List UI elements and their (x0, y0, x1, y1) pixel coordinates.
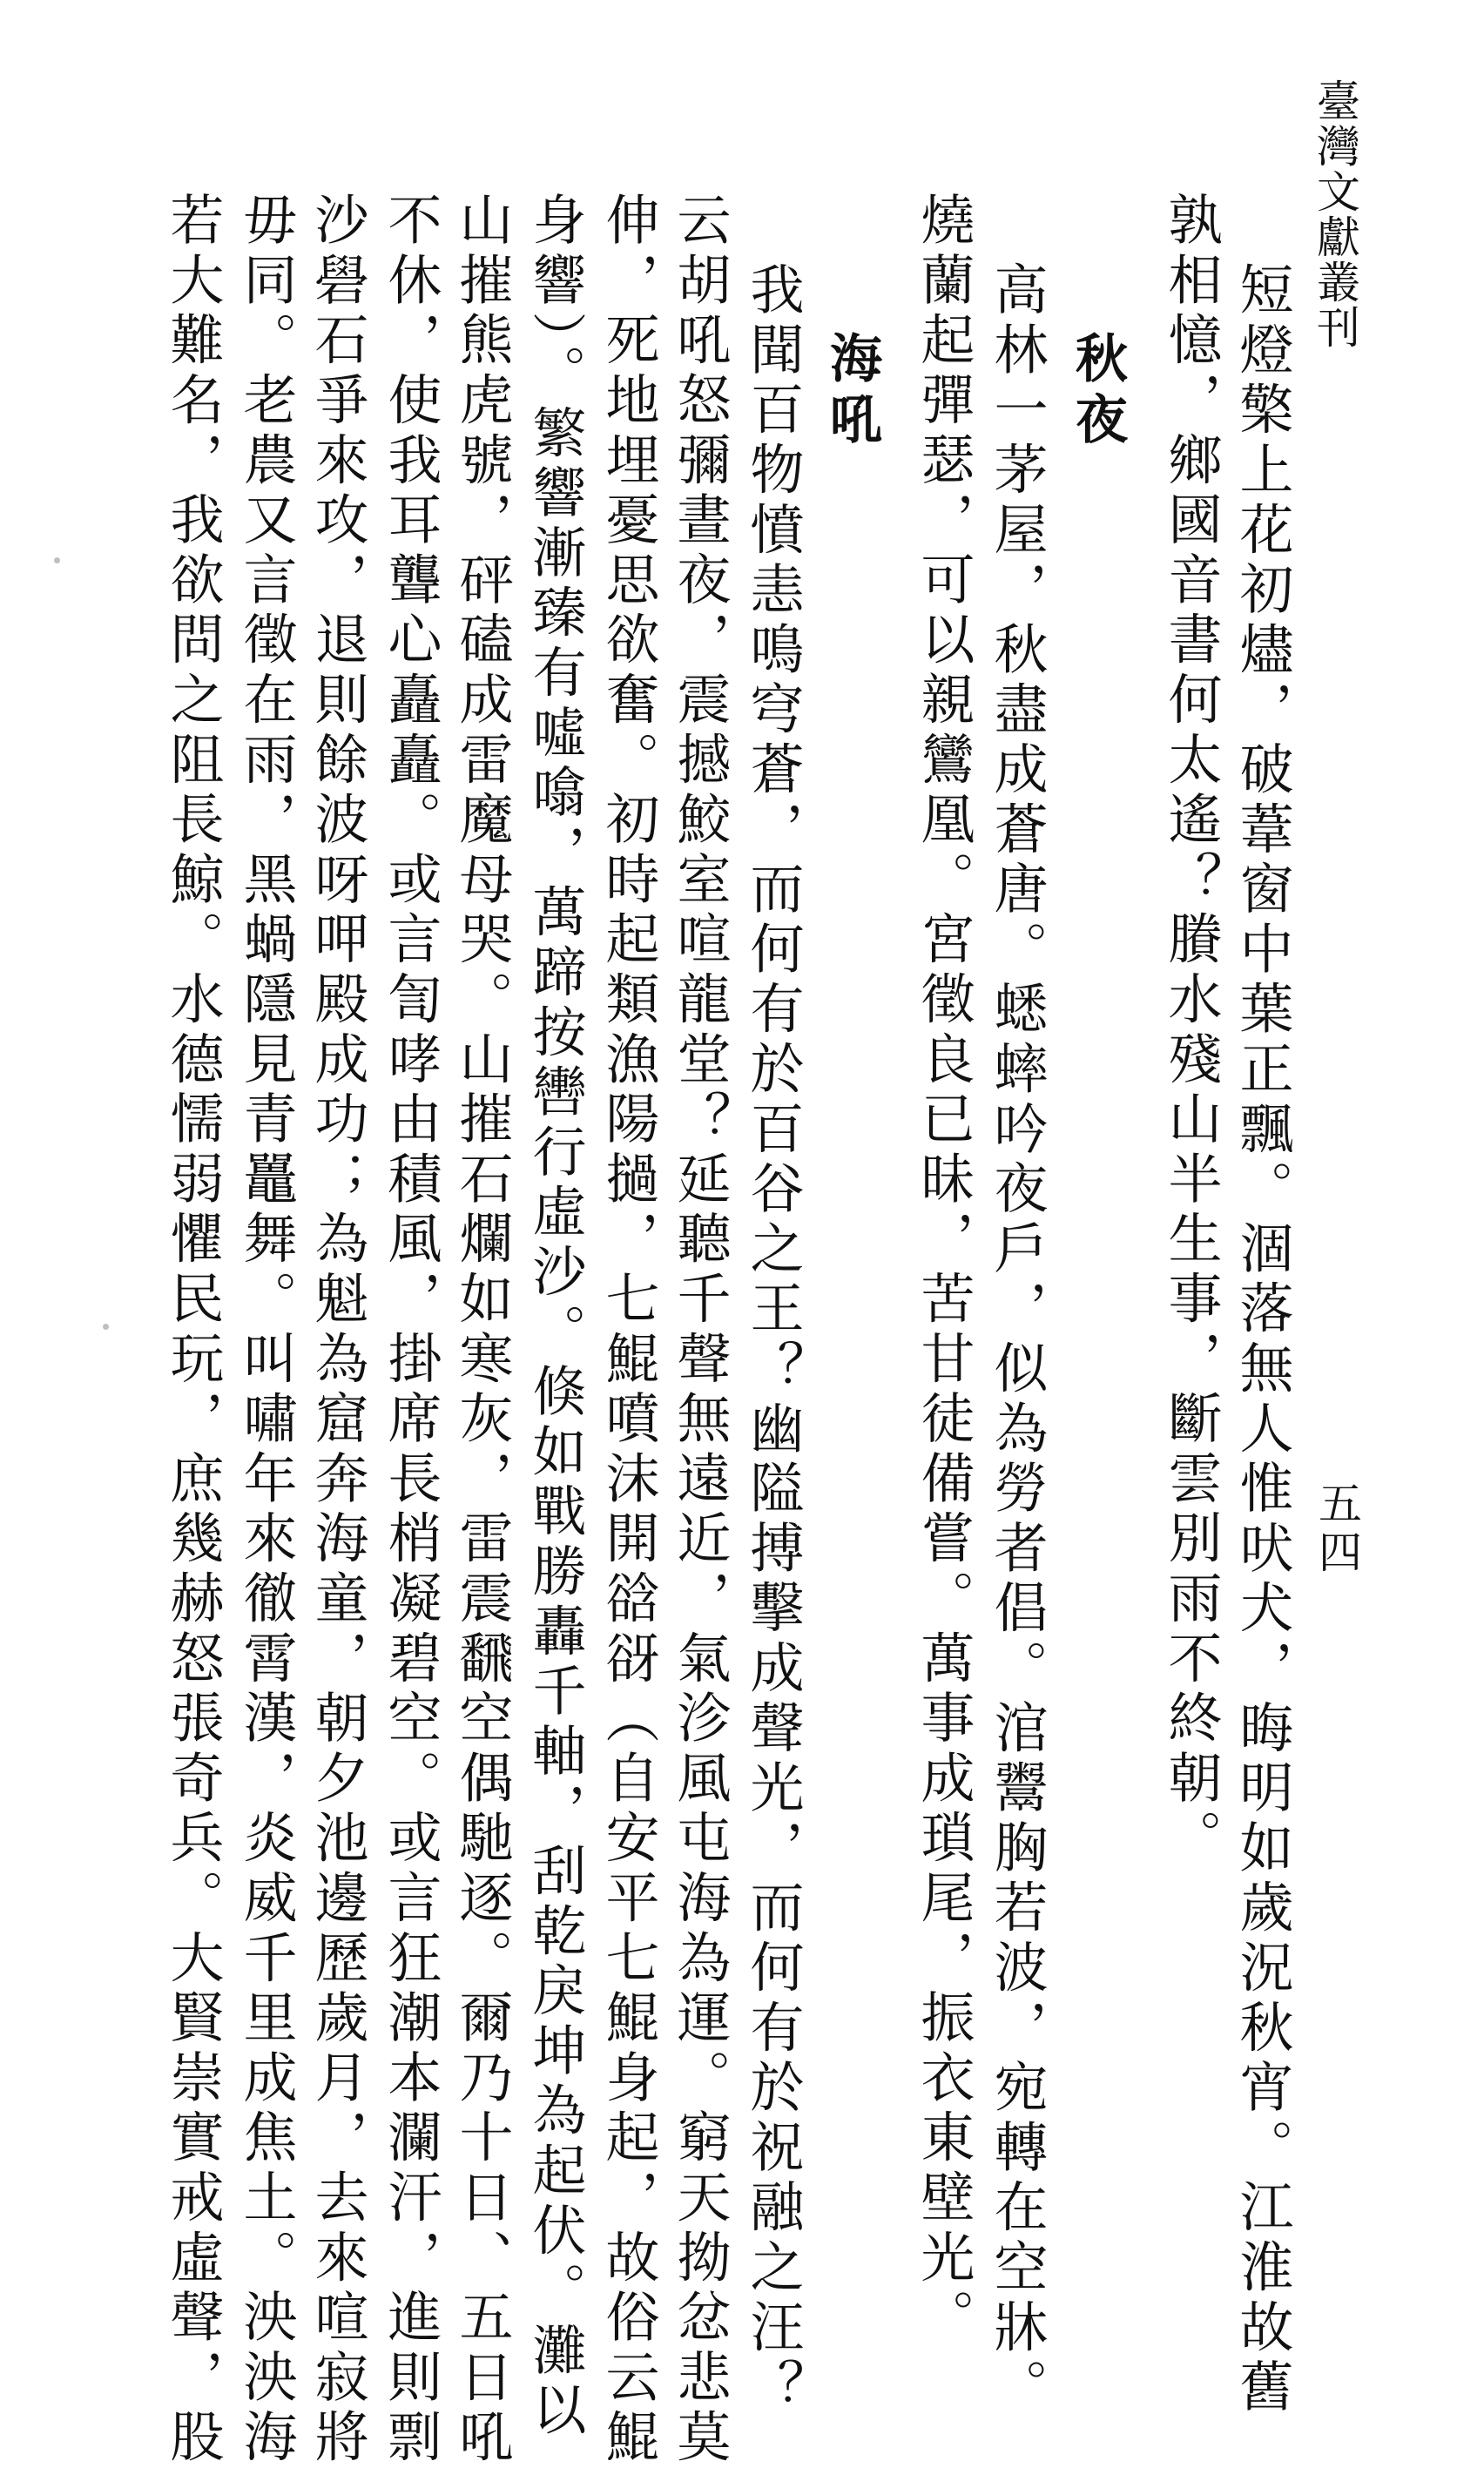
poem-line: 短燈檠上花初燼，破葦窗中葉正飄。涸落無人惟吠犬，晦明如歲況秋宵。江淮故舊 (1231, 261, 1294, 2418)
poem-line: 毋同。老農又言徵在雨，黑蝸隱見青鼉舞。叫嘯年來徹霄漢，炎威千里成焦土。泱泱海 (234, 192, 298, 2468)
poem-line: 燒蘭起彈瑟，可以親鸞凰。宮徵良已昧，苦甘徒備嘗。萬事成瑣尾，振衣東壁光。 (912, 192, 975, 2349)
poem-line: 沙礐石爭來攻，退則餘波呀呷殿成功；為魁為窟奔海童，朝夕池邊歷歲月，去來喧寂將 (306, 192, 369, 2468)
running-title: 臺灣文獻叢刊 (1310, 78, 1360, 350)
poem-line: 高林一茅屋，秋盡成蒼唐。蟋蟀吟夜戶，似為勞者倡。涫鬻胸若波，宛轉在空牀。 (985, 261, 1049, 2418)
scan-speck (103, 1324, 109, 1330)
poem-line: 身響）。繁響漸臻有噓噏，萬蹄按轡行虛沙。倏如戰勝轟千軸，刮乾戾坤為起伏。灘以 (523, 192, 587, 2442)
poem-line: 山摧熊虎號，砰磕成雷魔母哭。山摧石爛如寒灰，雷震飜空偶馳逐。爾乃十日、五日吼 (450, 192, 514, 2468)
poem-line: 伸，死地埋憂思欲奮。初時起類漁陽撾，七鯤噴沫開谽谺（自安平七鯤身起，故俗云鯤 (597, 192, 660, 2468)
poem-title: 海吼 (821, 331, 882, 453)
poem-line: 不休，使我耳聾心矗矗。或言訇哮由積風，掛席長梢凝碧空。或言狂潮本瀾汗，進則剽 (379, 192, 442, 2468)
scan-speck (54, 557, 60, 563)
poem-title: 秋夜 (1067, 331, 1128, 453)
poem-line: 孰相憶，鄉國音書何太遙？賸水殘山半生事，斷雲別雨不終朝。 (1159, 192, 1223, 1870)
poem-line: 我聞百物憤恚鳴穹蒼，而何有於百谷之王？幽隘搏擊成聲光，而何有於祝融之汪？ (741, 261, 805, 2418)
poem-line: 云胡吼怒彌晝夜，震撼鮫室喧龍堂？延聽千聲無遠近，氣沴風屯海為運。窮天拗忿悲莫 (668, 192, 732, 2468)
poem-line: 若大難名，我欲問之阻長鯨。水德懦弱懼民玩，庶幾赫怒張奇兵。大賢崇實戒虛聲，股 (161, 192, 225, 2468)
page-number: 五四 (1312, 1480, 1362, 1578)
